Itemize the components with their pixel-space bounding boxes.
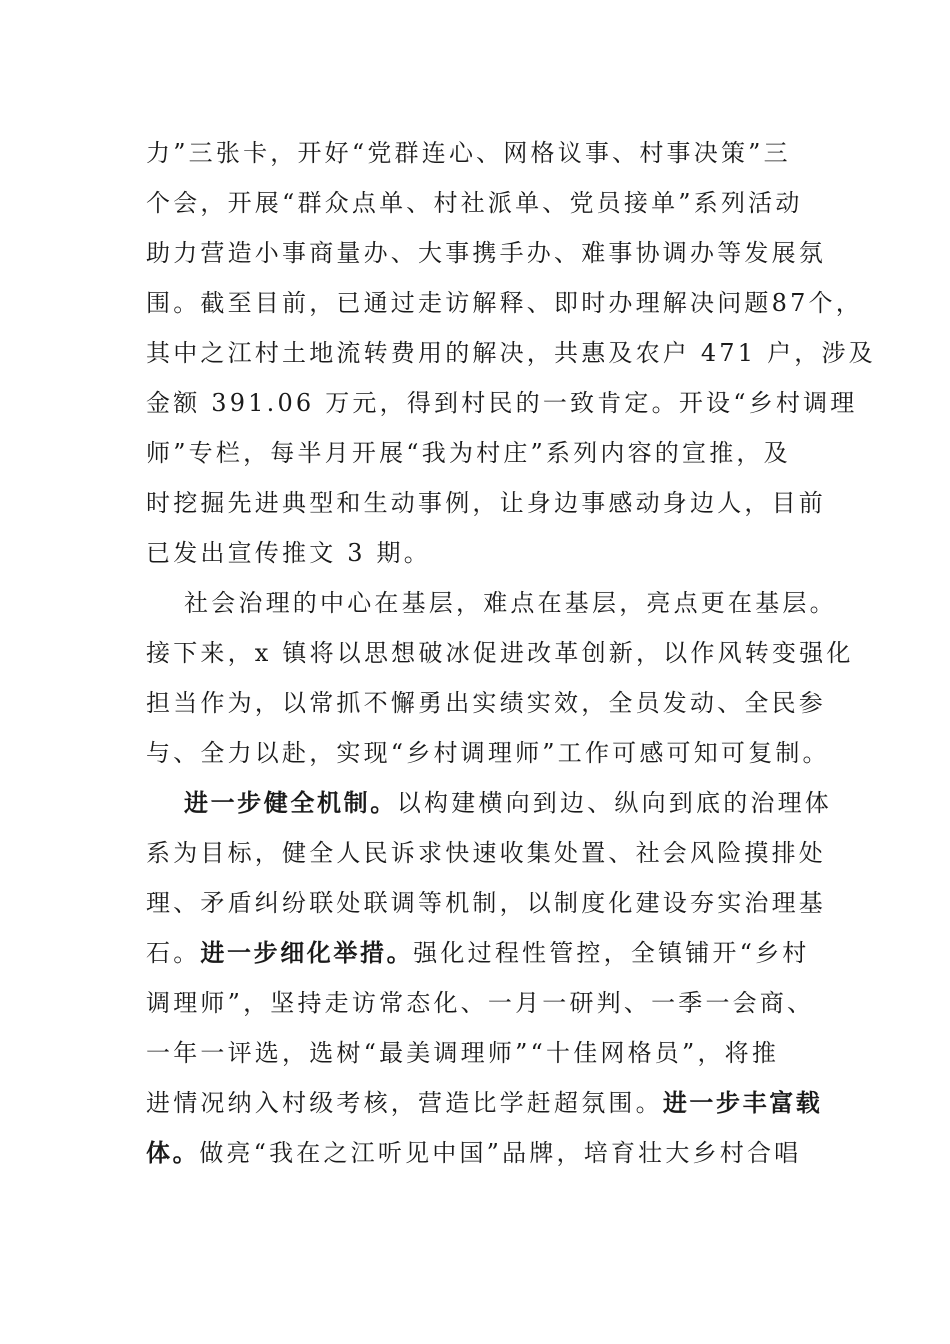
text-line xyxy=(146,578,837,628)
body-text: 个会，开展“群众点单、村社派单、党员接单”系列活动 xyxy=(146,189,803,217)
document-body xyxy=(146,128,876,1178)
body-text: 理、矛盾纠纷联处联调等机制，以制度化建设夯实治理基 xyxy=(146,889,826,917)
text-line xyxy=(146,828,826,878)
body-text: 以构建横向到边、纵向到底的治理体 xyxy=(396,789,833,817)
text-line xyxy=(146,978,816,1028)
text-line xyxy=(146,328,876,378)
text-line xyxy=(146,628,854,678)
body-text: 与、全力以赴，实现“乡村调理师”工作可感可知可复制。 xyxy=(146,739,830,767)
text-line xyxy=(146,278,863,328)
body-text: 一年一评选，选树“最美调理师”“十佳网格员”，将推 xyxy=(146,1039,780,1067)
body-text: 进情况纳入村级考核，营造比学赶超氛围。 xyxy=(146,1089,663,1117)
body-text: 时挖掘先进典型和生动事例，让身边事感动身边人，目前 xyxy=(146,489,826,517)
body-text: 其中之江村土地流转费用的解决，共惠及农户 471 户，涉及 xyxy=(146,339,876,367)
body-text: 围。截至目前，已通过走访解释、即时办理解决问题87个， xyxy=(146,289,863,317)
body-text: 做亮“我在之江听见中国”品牌，培育壮大乡村合唱 xyxy=(199,1139,802,1167)
text-line xyxy=(146,778,833,828)
text-line xyxy=(146,928,816,978)
body-text: 强化过程性管控，全镇铺开“乡村 xyxy=(413,939,810,967)
text-line xyxy=(146,678,826,728)
text-line xyxy=(146,1028,816,1078)
text-line xyxy=(146,178,816,228)
bold-heading-text: 进一步丰富载 xyxy=(662,1089,823,1117)
text-line xyxy=(146,128,816,178)
bold-heading-text: 进一步健全机制。 xyxy=(184,789,397,817)
text-line xyxy=(146,1078,823,1128)
body-text: 助力营造小事商量办、大事携手办、难事协调办等发展氛 xyxy=(146,239,826,267)
body-text: 担当作为，以常抓不懈勇出实绩实效，全员发动、全民参 xyxy=(146,689,826,717)
text-line xyxy=(146,428,816,478)
text-line xyxy=(146,728,830,778)
body-text: 接下来，x 镇将以思想破冰促进改革创新，以作风转变强化 xyxy=(146,639,854,667)
text-line xyxy=(146,878,826,928)
body-text: 金额 391.06 万元，得到村民的一致肯定。开设“乡村调理 xyxy=(146,389,858,417)
text-line xyxy=(146,478,826,528)
body-text: 社会治理的中心在基层，难点在基层，亮点更在基层。 xyxy=(184,589,837,617)
text-line xyxy=(146,378,858,428)
text-line xyxy=(146,1128,816,1178)
bold-heading-text: 进一步细化举措。 xyxy=(200,939,414,967)
body-text: 力”三张卡，开好“党群连心、网格议事、村事决策”三 xyxy=(146,139,791,167)
body-text: 系为目标，健全人民诉求快速收集处置、社会风险摸排处 xyxy=(146,839,826,867)
body-text: 师”专栏，每半月开展“我为村庄”系列内容的宣推，及 xyxy=(146,439,791,467)
body-text: 已发出宣传推文 3 期。 xyxy=(146,539,431,567)
body-text: 石。 xyxy=(146,939,201,967)
body-text: 调理师”，坚持走访常态化、一月一研判、一季一会商、 xyxy=(146,989,815,1017)
text-line xyxy=(146,228,826,278)
text-line xyxy=(146,528,816,578)
bold-heading-text: 体。 xyxy=(146,1139,200,1167)
